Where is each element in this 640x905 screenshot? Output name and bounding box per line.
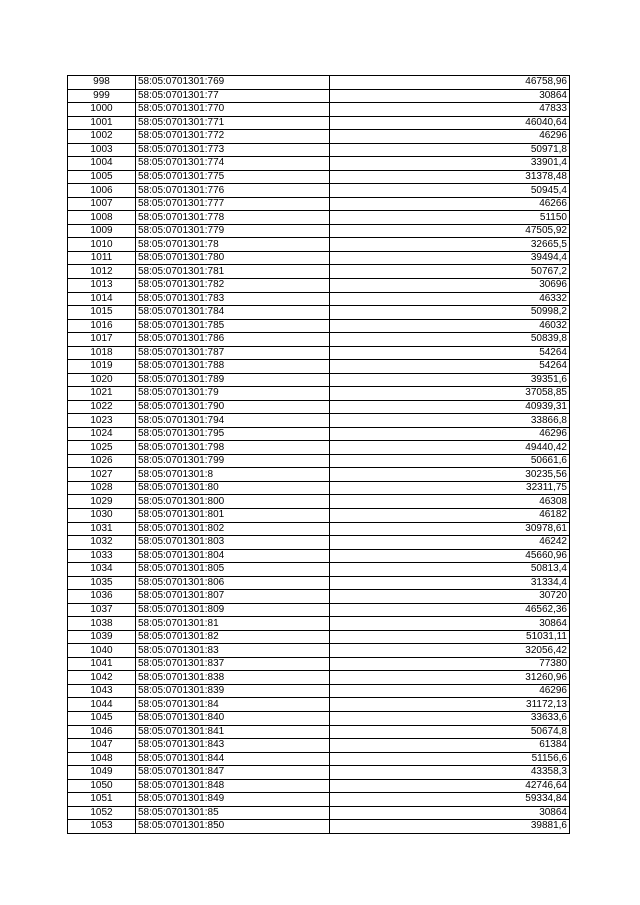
row-number-cell: 1012 <box>68 265 136 279</box>
value-cell: 50767,2 <box>330 265 570 279</box>
row-number-cell: 1027 <box>68 468 136 482</box>
table-row <box>68 224 570 238</box>
cadastral-number-cell: 58:05:0701301:786 <box>136 333 330 347</box>
cadastral-number-cell: 58:05:0701301:770 <box>136 103 330 117</box>
cadastral-number-cell: 58:05:0701301:798 <box>136 441 330 455</box>
row-number-cell: 1020 <box>68 373 136 387</box>
table-row <box>68 157 570 171</box>
value-cell: 46032 <box>330 319 570 333</box>
row-number-cell: 1023 <box>68 414 136 428</box>
table-row <box>68 684 570 698</box>
table-row <box>68 617 570 631</box>
cadastral-number-cell: 58:05:0701301:82 <box>136 630 330 644</box>
table-row <box>68 509 570 523</box>
value-cell: 31172,13 <box>330 698 570 712</box>
row-number-cell: 1017 <box>68 333 136 347</box>
value-cell: 30864 <box>330 617 570 631</box>
table-row <box>68 522 570 536</box>
table-row <box>68 779 570 793</box>
value-cell: 50998,2 <box>330 306 570 320</box>
cadastral-number-cell: 58:05:0701301:794 <box>136 414 330 428</box>
table-row <box>68 292 570 306</box>
cadastral-number-cell: 58:05:0701301:781 <box>136 265 330 279</box>
value-cell: 46758,96 <box>330 76 570 90</box>
value-cell: 46296 <box>330 130 570 144</box>
value-cell: 30696 <box>330 278 570 292</box>
row-number-cell: 1000 <box>68 103 136 117</box>
row-number-cell: 999 <box>68 89 136 103</box>
value-cell: 30720 <box>330 590 570 604</box>
row-number-cell: 1015 <box>68 306 136 320</box>
table-row <box>68 725 570 739</box>
value-cell: 30978,61 <box>330 522 570 536</box>
cadastral-number-cell: 58:05:0701301:776 <box>136 184 330 198</box>
table-row <box>68 170 570 184</box>
cadastral-number-cell: 58:05:0701301:771 <box>136 116 330 130</box>
row-number-cell: 1047 <box>68 739 136 753</box>
row-number-cell: 1010 <box>68 238 136 252</box>
row-number-cell: 1036 <box>68 590 136 604</box>
cadastral-number-cell: 58:05:0701301:780 <box>136 251 330 265</box>
table-row <box>68 820 570 834</box>
row-number-cell: 1046 <box>68 725 136 739</box>
value-cell: 46266 <box>330 197 570 211</box>
cadastral-number-cell: 58:05:0701301:802 <box>136 522 330 536</box>
table-row <box>68 766 570 780</box>
row-number-cell: 1040 <box>68 644 136 658</box>
cadastral-number-cell: 58:05:0701301:849 <box>136 793 330 807</box>
value-cell: 46040,64 <box>330 116 570 130</box>
table-row <box>68 387 570 401</box>
value-cell: 51156,6 <box>330 752 570 766</box>
table-row <box>68 116 570 130</box>
cadastral-number-cell: 58:05:0701301:848 <box>136 779 330 793</box>
row-number-cell: 1035 <box>68 576 136 590</box>
row-number-cell: 1052 <box>68 806 136 820</box>
cadastral-number-cell: 58:05:0701301:778 <box>136 211 330 225</box>
table-row <box>68 549 570 563</box>
cadastral-number-cell: 58:05:0701301:83 <box>136 644 330 658</box>
row-number-cell: 1021 <box>68 387 136 401</box>
row-number-cell: 1003 <box>68 143 136 157</box>
table-row <box>68 265 570 279</box>
table-row <box>68 454 570 468</box>
table-row <box>68 89 570 103</box>
cadastral-number-cell: 58:05:0701301:779 <box>136 224 330 238</box>
cadastral-number-cell: 58:05:0701301:785 <box>136 319 330 333</box>
row-number-cell: 1032 <box>68 536 136 550</box>
row-number-cell: 1025 <box>68 441 136 455</box>
value-cell: 54264 <box>330 360 570 374</box>
cadastral-number-cell: 58:05:0701301:801 <box>136 509 330 523</box>
row-number-cell: 1026 <box>68 454 136 468</box>
cadastral-number-cell: 58:05:0701301:838 <box>136 671 330 685</box>
table-row <box>68 373 570 387</box>
row-number-cell: 1038 <box>68 617 136 631</box>
value-cell: 46562,36 <box>330 603 570 617</box>
cadastral-number-cell: 58:05:0701301:789 <box>136 373 330 387</box>
value-cell: 46242 <box>330 536 570 550</box>
cadastral-number-cell: 58:05:0701301:80 <box>136 481 330 495</box>
row-number-cell: 1028 <box>68 481 136 495</box>
cadastral-number-cell: 58:05:0701301:800 <box>136 495 330 509</box>
cadastral-number-cell: 58:05:0701301:78 <box>136 238 330 252</box>
cadastral-number-cell: 58:05:0701301:790 <box>136 400 330 414</box>
value-cell: 54264 <box>330 346 570 360</box>
cadastral-number-cell: 58:05:0701301:839 <box>136 684 330 698</box>
cadastral-number-cell: 58:05:0701301:841 <box>136 725 330 739</box>
row-number-cell: 1001 <box>68 116 136 130</box>
value-cell: 43358,3 <box>330 766 570 780</box>
row-number-cell: 1004 <box>68 157 136 171</box>
row-number-cell: 1007 <box>68 197 136 211</box>
row-number-cell: 1044 <box>68 698 136 712</box>
value-cell: 50661,6 <box>330 454 570 468</box>
value-cell: 32311,75 <box>330 481 570 495</box>
row-number-cell: 1005 <box>68 170 136 184</box>
value-cell: 50674,8 <box>330 725 570 739</box>
table-row <box>68 468 570 482</box>
value-cell: 31260,96 <box>330 671 570 685</box>
row-number-cell: 1041 <box>68 657 136 671</box>
value-cell: 30235,56 <box>330 468 570 482</box>
row-number-cell: 1030 <box>68 509 136 523</box>
cadastral-number-cell: 58:05:0701301:85 <box>136 806 330 820</box>
table-row <box>68 103 570 117</box>
row-number-cell: 1009 <box>68 224 136 238</box>
value-cell: 31378,48 <box>330 170 570 184</box>
cadastral-number-cell: 58:05:0701301:840 <box>136 711 330 725</box>
value-cell: 32665,5 <box>330 238 570 252</box>
row-number-cell: 1006 <box>68 184 136 198</box>
cadastral-number-cell: 58:05:0701301:844 <box>136 752 330 766</box>
value-cell: 40939,31 <box>330 400 570 414</box>
cadastral-value-table <box>67 75 570 834</box>
table-row <box>68 333 570 347</box>
cadastral-number-cell: 58:05:0701301:77 <box>136 89 330 103</box>
table-row <box>68 630 570 644</box>
value-cell: 47505,92 <box>330 224 570 238</box>
value-cell: 46182 <box>330 509 570 523</box>
value-cell: 33866,8 <box>330 414 570 428</box>
cadastral-number-cell: 58:05:0701301:809 <box>136 603 330 617</box>
table-row <box>68 590 570 604</box>
value-cell: 39881,6 <box>330 820 570 834</box>
value-cell: 46332 <box>330 292 570 306</box>
row-number-cell: 1013 <box>68 278 136 292</box>
cadastral-number-cell: 58:05:0701301:847 <box>136 766 330 780</box>
row-number-cell: 1037 <box>68 603 136 617</box>
row-number-cell: 1053 <box>68 820 136 834</box>
cadastral-number-cell: 58:05:0701301:8 <box>136 468 330 482</box>
value-cell: 47833 <box>330 103 570 117</box>
table-row <box>68 76 570 90</box>
table-row <box>68 793 570 807</box>
table-row <box>68 671 570 685</box>
row-number-cell: 1033 <box>68 549 136 563</box>
cadastral-number-cell: 58:05:0701301:788 <box>136 360 330 374</box>
value-cell: 50813,4 <box>330 563 570 577</box>
value-cell: 50839,8 <box>330 333 570 347</box>
cadastral-number-cell: 58:05:0701301:782 <box>136 278 330 292</box>
value-cell: 31334,4 <box>330 576 570 590</box>
table-row <box>68 211 570 225</box>
cadastral-number-cell: 58:05:0701301:787 <box>136 346 330 360</box>
cadastral-number-cell: 58:05:0701301:81 <box>136 617 330 631</box>
table-row <box>68 251 570 265</box>
value-cell: 46296 <box>330 427 570 441</box>
value-cell: 33901,4 <box>330 157 570 171</box>
table-row <box>68 306 570 320</box>
table-row <box>68 563 570 577</box>
value-cell: 37058,85 <box>330 387 570 401</box>
cadastral-number-cell: 58:05:0701301:805 <box>136 563 330 577</box>
value-cell: 46308 <box>330 495 570 509</box>
table-row <box>68 576 570 590</box>
table-row <box>68 657 570 671</box>
table-body <box>68 76 570 834</box>
row-number-cell: 1008 <box>68 211 136 225</box>
row-number-cell: 1014 <box>68 292 136 306</box>
row-number-cell: 1051 <box>68 793 136 807</box>
value-cell: 49440,42 <box>330 441 570 455</box>
table-row <box>68 739 570 753</box>
value-cell: 30864 <box>330 89 570 103</box>
table-row <box>68 427 570 441</box>
value-cell: 32056,42 <box>330 644 570 658</box>
table-row <box>68 481 570 495</box>
row-number-cell: 1019 <box>68 360 136 374</box>
table-row <box>68 698 570 712</box>
table-row <box>68 495 570 509</box>
value-cell: 61384 <box>330 739 570 753</box>
cadastral-number-cell: 58:05:0701301:806 <box>136 576 330 590</box>
value-cell: 42746,64 <box>330 779 570 793</box>
row-number-cell: 1022 <box>68 400 136 414</box>
value-cell: 59334,84 <box>330 793 570 807</box>
value-cell: 30864 <box>330 806 570 820</box>
cadastral-number-cell: 58:05:0701301:777 <box>136 197 330 211</box>
value-cell: 51150 <box>330 211 570 225</box>
row-number-cell: 1024 <box>68 427 136 441</box>
table-row <box>68 346 570 360</box>
table-row <box>68 806 570 820</box>
cadastral-number-cell: 58:05:0701301:783 <box>136 292 330 306</box>
row-number-cell: 1002 <box>68 130 136 144</box>
table-row <box>68 278 570 292</box>
table-row <box>68 184 570 198</box>
table-row <box>68 752 570 766</box>
row-number-cell: 1018 <box>68 346 136 360</box>
table-row <box>68 143 570 157</box>
value-cell: 46296 <box>330 684 570 698</box>
table-row <box>68 536 570 550</box>
cadastral-number-cell: 58:05:0701301:784 <box>136 306 330 320</box>
value-cell: 51031,11 <box>330 630 570 644</box>
table-row <box>68 603 570 617</box>
table-row <box>68 360 570 374</box>
row-number-cell: 1029 <box>68 495 136 509</box>
table-row <box>68 441 570 455</box>
row-number-cell: 1048 <box>68 752 136 766</box>
cadastral-number-cell: 58:05:0701301:850 <box>136 820 330 834</box>
cadastral-number-cell: 58:05:0701301:843 <box>136 739 330 753</box>
cadastral-number-cell: 58:05:0701301:769 <box>136 76 330 90</box>
value-cell: 50971,8 <box>330 143 570 157</box>
cadastral-number-cell: 58:05:0701301:772 <box>136 130 330 144</box>
table-row <box>68 414 570 428</box>
value-cell: 45660,96 <box>330 549 570 563</box>
value-cell: 39494,4 <box>330 251 570 265</box>
value-cell: 33633,6 <box>330 711 570 725</box>
row-number-cell: 1049 <box>68 766 136 780</box>
row-number-cell: 1034 <box>68 563 136 577</box>
row-number-cell: 1042 <box>68 671 136 685</box>
row-number-cell: 1039 <box>68 630 136 644</box>
row-number-cell: 1050 <box>68 779 136 793</box>
row-number-cell: 998 <box>68 76 136 90</box>
table-row <box>68 319 570 333</box>
row-number-cell: 1045 <box>68 711 136 725</box>
row-number-cell: 1011 <box>68 251 136 265</box>
row-number-cell: 1031 <box>68 522 136 536</box>
cadastral-number-cell: 58:05:0701301:837 <box>136 657 330 671</box>
cadastral-number-cell: 58:05:0701301:803 <box>136 536 330 550</box>
cadastral-number-cell: 58:05:0701301:773 <box>136 143 330 157</box>
cadastral-number-cell: 58:05:0701301:84 <box>136 698 330 712</box>
cadastral-number-cell: 58:05:0701301:799 <box>136 454 330 468</box>
table-row <box>68 197 570 211</box>
table-row <box>68 130 570 144</box>
cadastral-number-cell: 58:05:0701301:79 <box>136 387 330 401</box>
table-row <box>68 400 570 414</box>
table-row <box>68 644 570 658</box>
cadastral-number-cell: 58:05:0701301:774 <box>136 157 330 171</box>
value-cell: 50945,4 <box>330 184 570 198</box>
cadastral-number-cell: 58:05:0701301:775 <box>136 170 330 184</box>
row-number-cell: 1016 <box>68 319 136 333</box>
row-number-cell: 1043 <box>68 684 136 698</box>
cadastral-number-cell: 58:05:0701301:795 <box>136 427 330 441</box>
cadastral-number-cell: 58:05:0701301:807 <box>136 590 330 604</box>
value-cell: 77380 <box>330 657 570 671</box>
cadastral-number-cell: 58:05:0701301:804 <box>136 549 330 563</box>
table-row <box>68 711 570 725</box>
value-cell: 39351,6 <box>330 373 570 387</box>
table-row <box>68 238 570 252</box>
